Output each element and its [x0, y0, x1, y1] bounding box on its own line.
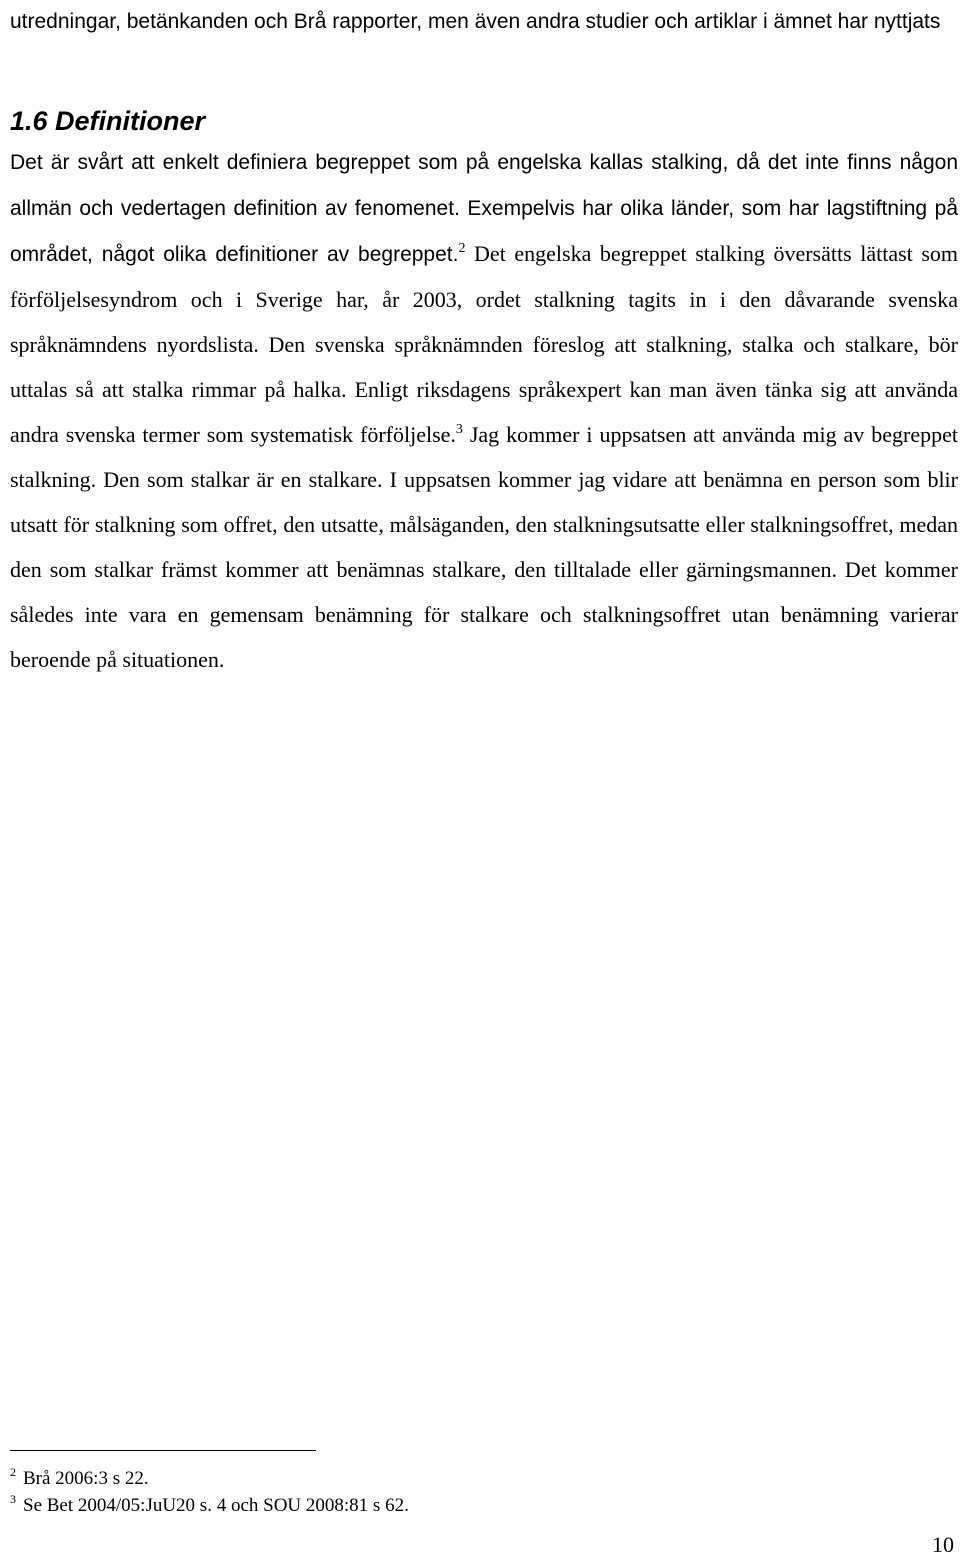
body-text-part: Jag kommer i uppsatsen att använda mig av begreppet stalkning. Den som stalkar är en stalkare. I uppsatsen kommer jag vidare att benämna en person som blir utsatt för stalkning som offret, den utsatte, målsäganden, den stalkningsutsatte eller stalkningsoffret, medan den som stalkar främst kommer att benämnas stalkare, den tilltalade eller gärningsmannen. Det kommer således inte vara en gemensam benämning för stalkare och stalkningsoffret utan benämning varierar beroende på situationen. — [10, 422, 958, 672]
page-number: 10 — [932, 1532, 954, 1557]
body-paragraph — [10, 139, 958, 682]
body-text-part: Det engelska begreppet stalking översätts lättast som förföljelsesyndrom och i Sverige har, år 2003, ordet stalkning tagits in i den dåvarande svenska språknämndens nyordslista. Den svenska språknämnden föreslog att stalkning, stalka och stalkare, bör uttalas så att stalka rimmar på halka. Enligt riksdagens språkexpert kan man även tänka sig att använda andra svenska termer som systematisk förföljelse. — [10, 241, 958, 447]
footnote-number: 3 — [10, 1492, 16, 1506]
footnote-reference[interactable]: 3 — [455, 422, 463, 437]
footnote-reference[interactable]: 2 — [458, 241, 466, 256]
body-text-sans-part: Det är svårt att enkelt definiera begreppet som på engelska kallas stalking, då det inte finns någon allmän och vedertagen definition av fenomenet. Exempelvis har olika länder, som har lagstiftning på området, något olika definitioner av begreppet. — [10, 151, 958, 266]
footnote-number: 2 — [10, 1465, 16, 1479]
footnote-item — [10, 1465, 409, 1492]
footnote-text: Se Bet 2004/05:JuU20 s. 4 och SOU 2008:81 s 62. — [23, 1495, 409, 1516]
section-heading: 1.6 Definitioner — [10, 106, 206, 136]
footnote-list — [10, 1465, 409, 1519]
lead-paragraph: utredningar, betänkanden och Brå rapporter, men även andra studier och artiklar i ämnet har nyttjats — [10, 10, 941, 33]
footnote-separator — [10, 1450, 316, 1451]
footnote-text: Brå 2006:3 s 22. — [23, 1468, 149, 1489]
footnote-item — [10, 1492, 409, 1519]
